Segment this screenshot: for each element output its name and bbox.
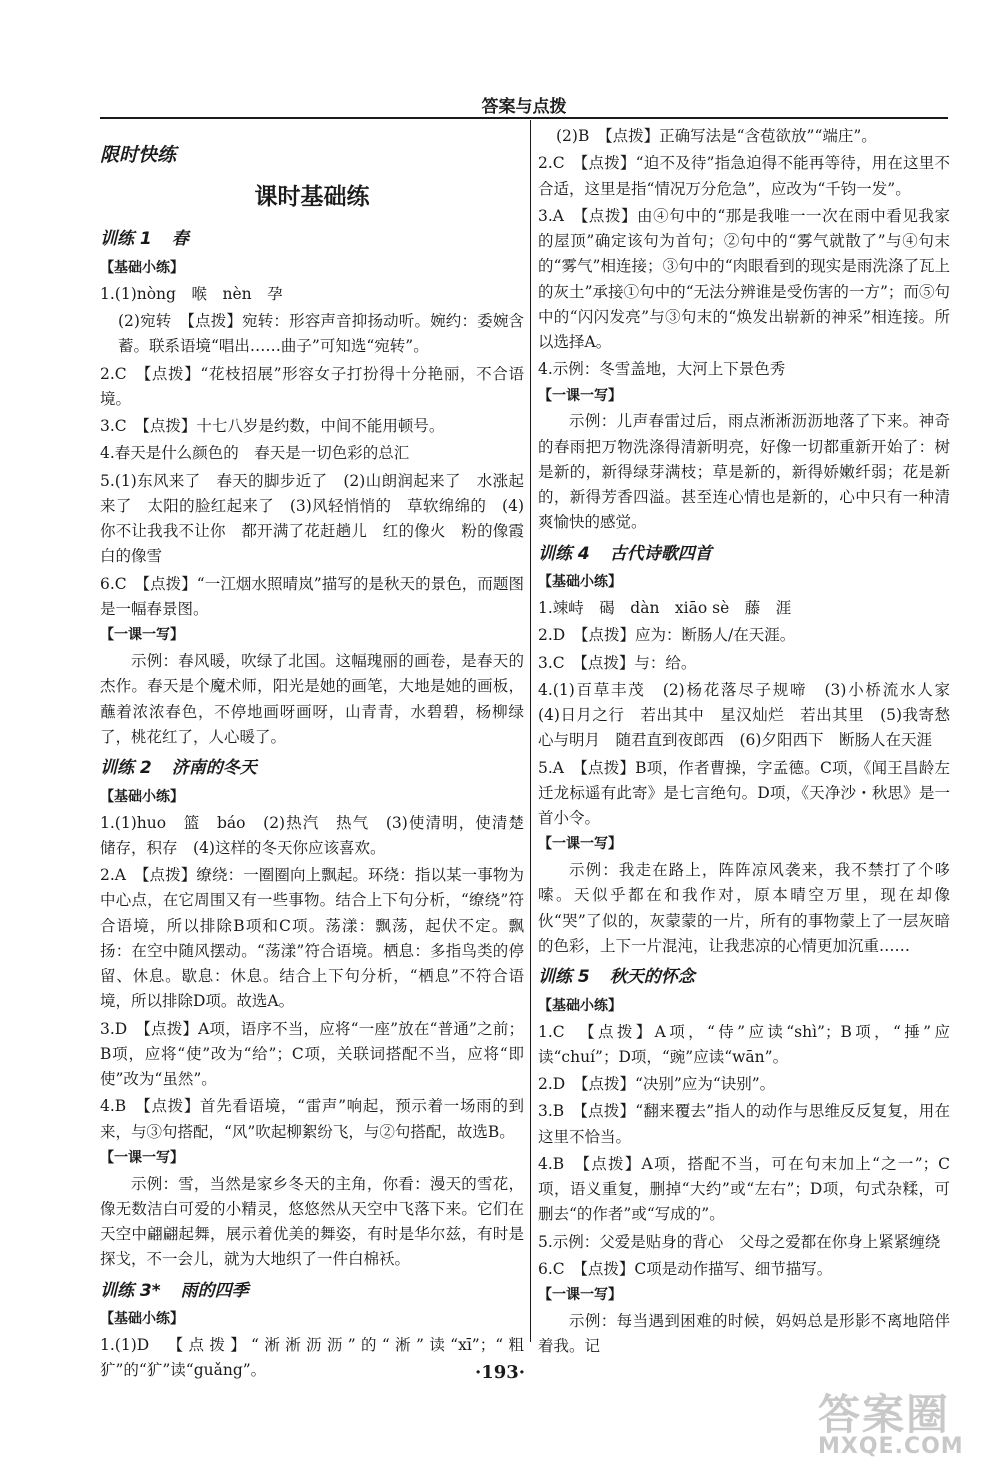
unit-title-1 <box>100 226 524 254</box>
answer-item: 1.(1)D 【点拨】“淅淅沥沥”的“淅”读“xī”；“粗犷”的“犷”读“guǎng”。 <box>100 1336 524 1380</box>
left-column <box>100 124 540 1386</box>
unit-name: 古代诗歌四首 <box>609 543 712 564</box>
answer-item: 6.C 【点拨】“一江烟水照晴岚”描写的是秋天的景色，而题图是一幅春景图。 <box>100 574 524 618</box>
unit-number: 训练 1 <box>100 229 152 250</box>
sub-label: 【一课一写】 <box>538 1287 622 1304</box>
answer-item: 1.(1)huo 篮 báo (2)热汽 热气 (3)使清明，使清楚 储存，积存 (4)这样的冬天你应该喜欢。 <box>100 813 540 857</box>
unit-number: 训练 4 <box>538 543 590 564</box>
unit-title-3 <box>100 1278 524 1306</box>
watermark-url: MXQE.COM <box>818 1434 964 1459</box>
right-column <box>538 124 966 1361</box>
answer-item: 3.B 【点拨】“翻来覆去”指人的动作与思维反反复复，用在这里不恰当。 <box>538 1102 950 1146</box>
answer-item: 6.C 【点拨】C项是动作描写、细节描写。 <box>538 1259 833 1278</box>
unit-title-5 <box>538 964 950 992</box>
sub-label: 【一课一写】 <box>538 836 622 853</box>
unit-number: 训练 3* <box>100 1280 161 1301</box>
sub-label: 【一课一写】 <box>100 1149 184 1166</box>
sub-label: 【基础小练】 <box>538 997 622 1014</box>
header-rule <box>100 117 948 119</box>
sub-label: 【基础小练】 <box>538 574 622 591</box>
answer-item: 4.春天是什么颜色的 春天是一切色彩的总汇 <box>100 444 410 463</box>
sub-label: 【一课一写】 <box>538 387 622 404</box>
answer-item: 5.示例：父爱是贴身的背心 父母之爱都在你身上紧紧缠绕 <box>538 1232 941 1251</box>
answer-item: 1.C 【点拨】A项，“侍”应读“shì”；B项，“捶”应读“chuí”；D项，“豌”应读“wān”。 <box>538 1022 950 1066</box>
essay-paragraph: 示例：雪，当然是家乡冬天的主角，你看：漫天的雪花，像无数洁白可爱的小精灵，悠悠然从天空中飞落下来。它们在天空中翩翩起舞，展示着优美的舞姿，有时是华尔兹，有时是探戈，不一会儿，就为大地织了一件白棉袄。 <box>100 1174 524 1269</box>
answer-item: 2.C 【点拨】“花枝招展”形容女子打扮得十分艳丽，不合语境。 <box>100 364 524 408</box>
answer-item: (2)B 【点拨】正确写法是“含苞欲放”“端庄”。 <box>556 127 877 145</box>
unit-name: 春 <box>171 229 189 250</box>
sub-label: 【基础小练】 <box>100 1311 184 1328</box>
answer-item: 3.C 【点拨】十七八岁是约数，中间不能用顿号。 <box>100 417 445 436</box>
essay-paragraph: 示例：每当遇到困难的时候，妈妈总是形影不离地陪伴着我。记 <box>538 1311 950 1356</box>
answer-item: 4.(1)百草丰茂 (2)杨花落尽子规啼 (3)小桥流水人家 (4)日月之行 若出其中 星汉灿烂 若出其里 (5)我寄愁心与明月 随君直到夜郎西 (6)夕阳西下 断肠人在天涯 <box>538 680 966 750</box>
unit-name: 秋天的怀念 <box>609 967 695 988</box>
answer-item: 3.A 【点拨】由④句中的“那是我唯一一次在雨中看见我家的屋顶”确定该句为首句；②句中的“雾气就散了”与④句末的“雾气”相连接；③句中的“肉眼看到的现实是雨洗涤了瓦上的灰土”承接①句中的“无法分辨谁是受伤害的一方”；而⑤句中的“闪闪发亮”与③句末的“焕发出崭新的神采”相连接。所以选择A。 <box>538 206 950 351</box>
essay-paragraph: 示例：春风暖，吹绿了北国。这幅瑰丽的画卷，是春天的杰作。春天是个魔术师，阳光是她的画笔，大地是她的画板，蘸着浓浓春色，不停地画呀画呀，山青青，水碧碧，杨柳绿了，桃花红了，人心暖了。 <box>100 652 524 746</box>
answer-item: 1.竦峙 碣 dàn xiāo sè 藤 涯 <box>538 599 792 618</box>
answer-item: (2)宛转 【点拨】宛转：形容声音抑扬动听。婉约：委婉含蓄。联系语境“唱出……曲子”可知选“宛转”。 <box>118 312 524 356</box>
running-header: 答案与点拨 <box>481 97 567 117</box>
unit-name: 济南的冬天 <box>171 758 257 779</box>
unit-title-2 <box>100 755 524 783</box>
answer-item: 4.示例：冬雪盖地，大河上下景色秀 <box>538 360 786 379</box>
column-divider <box>530 120 531 1342</box>
answer-item: 2.D 【点拨】应为：断肠人/在天涯。 <box>538 626 796 645</box>
answer-item: 3.C 【点拨】与：给。 <box>538 653 697 672</box>
answer-item: 5.(1)东风来了 春天的脚步近了 (2)山朗润起来了 水涨起来了 太阳的脸红起来了 (3)风轻悄悄的 草软绵绵的 (4)你不让我我不让你 都开满了花赶趟儿 红的像火 粉的像霞 白的像雪 <box>100 471 540 566</box>
answer-item: 2.C 【点拨】“迫不及待”指急迫得不能再等待，用在这里不合适，这里是指“情况万分危急”，应改为“千钧一发”。 <box>538 154 950 198</box>
essay-paragraph: 示例：儿声春雷过后，雨点淅淅沥沥地落了下来。神奇的春雨把万物洗涤得清新明亮，好像一切都重新开始了：树是新的，新得绿芽满枝；草是新的，新得娇嫩纤弱；花是新的，新得芳香四溢。甚至连心情也是新的，心中只有一种清爽愉快的感觉。 <box>538 412 950 532</box>
unit-name: 雨的四季 <box>180 1280 249 1301</box>
essay-paragraph: 示例：我走在路上，阵阵凉风袭来，我不禁打了个哆嗦。天似乎都在和我作对，原本晴空万里，现在却像伙“哭”了似的，灰蒙蒙的一片，所有的事物蒙上了一层灰暗的色彩，上下一片混沌，让我悲凉的心情更加沉重…… <box>538 861 950 955</box>
answer-item: 1.(1)nòng 喉 nèn 孕 <box>100 284 283 303</box>
answer-item: 2.D 【点拨】“决别”应为“诀别”。 <box>538 1075 776 1094</box>
answer-item: 2.A 【点拨】缭绕：一圈圈向上飘起。环绕：指以某一事物为中心点，在它周围又有一些事物。结合上下句分析，“缭绕”符合语境，所以排除B项和C项。荡漾：飘荡，起伏不定。飘扬：在空中随风摆动。“荡漾”符合语境。栖息：多指鸟类的停留、休息。歇息：休息。结合上下句分析，“栖息”不符合语境，所以排除D项。故选A。 <box>100 866 524 1011</box>
answer-item: 5.A 【点拨】B项，作者曹操，字孟德。C项，《闻王昌龄左迁龙标遥有此寄》是七言绝句。D项，《天净沙・秋思》是一首小令。 <box>538 758 950 828</box>
page-number: ·193· <box>474 1362 526 1383</box>
unit-number: 训练 2 <box>100 758 152 779</box>
page-heading: 课时基础练 <box>254 183 370 210</box>
sub-label: 【一课一写】 <box>100 627 184 644</box>
watermark-text: 答案圈 <box>818 1390 951 1439</box>
unit-title-4 <box>538 541 950 569</box>
sub-label: 【基础小练】 <box>100 788 184 805</box>
unit-number: 训练 5 <box>538 967 590 988</box>
sub-label: 【基础小练】 <box>100 260 184 277</box>
section-title: 限时快练 <box>100 144 177 166</box>
watermark-logo <box>810 1382 990 1462</box>
answer-item: 4.B 【点拨】A项，搭配不当，可在句末加上“之一”；C项，语义重复，删掉“大约”或“左右”；D项，句式杂糅，可删去“的作者”或“写成的”。 <box>538 1154 950 1224</box>
answer-item: 3.D 【点拨】A项，语序不当，应将“一座”放在“普通”之前；B项，应将“使”改为“给”；C项，关联词搭配不当，应将“即使”改为“虽然”。 <box>100 1019 524 1089</box>
answer-item: 4.B 【点拨】首先看语境，“雷声”响起，预示着一场雨的到来，与③句搭配，“风”吹起柳絮纷飞，与②句搭配，故选B。 <box>100 1097 524 1141</box>
